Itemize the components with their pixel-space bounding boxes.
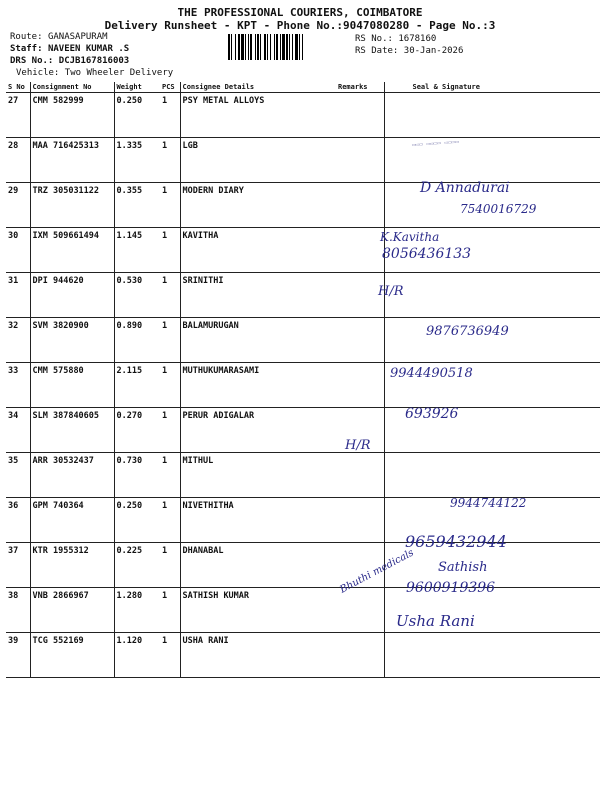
cell-consignee: MITHUL bbox=[180, 453, 336, 498]
cell-consignee: PERUR ADIGALAR bbox=[180, 408, 336, 453]
cell-consignment: DPI 944620 bbox=[30, 273, 114, 318]
staff-label: Staff: bbox=[10, 44, 43, 54]
cell-pcs: 1 bbox=[160, 543, 180, 588]
signature-38: Sathish bbox=[438, 560, 488, 575]
signature-38-note: Bhuthi medicals bbox=[338, 547, 416, 596]
cell-pcs: 1 bbox=[160, 318, 180, 363]
cell-consignment: IXM 509661494 bbox=[30, 228, 114, 273]
cell-sno: 33 bbox=[6, 363, 30, 408]
cell-consignment: MAA 716425313 bbox=[30, 138, 114, 183]
cell-consignment: TRZ 305031122 bbox=[30, 183, 114, 228]
signature-37-phone: 9659432944 bbox=[405, 532, 507, 551]
cell-weight: 0.355 bbox=[114, 183, 160, 228]
col-pcs: PCS bbox=[160, 82, 180, 93]
cell-consignee: SRINITHI bbox=[180, 273, 336, 318]
col-consignment: Consignment No bbox=[30, 82, 114, 93]
col-weight: Weight bbox=[114, 82, 160, 93]
cell-consignee: BALAMURUGAN bbox=[180, 318, 336, 363]
cell-consignee: PSY METAL ALLOYS bbox=[180, 93, 336, 138]
runsheet-table bbox=[6, 82, 600, 678]
cell-sno: 37 bbox=[6, 543, 30, 588]
cell-sno: 34 bbox=[6, 408, 30, 453]
cell-remarks bbox=[336, 318, 384, 363]
cell-signature bbox=[384, 453, 600, 498]
cell-remarks bbox=[336, 93, 384, 138]
cell-consignee: MODERN DIARY bbox=[180, 183, 336, 228]
cell-pcs: 1 bbox=[160, 363, 180, 408]
cell-consignment: CMM 575880 bbox=[30, 363, 114, 408]
cell-pcs: 1 bbox=[160, 183, 180, 228]
table-row bbox=[6, 633, 600, 678]
table-row bbox=[6, 588, 600, 633]
cell-sno: 28 bbox=[6, 138, 30, 183]
cell-signature bbox=[384, 633, 600, 678]
cell-pcs: 1 bbox=[160, 138, 180, 183]
rs-no-value: 1678160 bbox=[398, 34, 437, 44]
table-header bbox=[6, 82, 600, 93]
table-row bbox=[6, 93, 600, 138]
table-row bbox=[6, 318, 600, 363]
drs-line bbox=[10, 56, 129, 66]
cell-pcs: 1 bbox=[160, 498, 180, 543]
cell-consignment: SLM 387840605 bbox=[30, 408, 114, 453]
cell-weight: 0.270 bbox=[114, 408, 160, 453]
cell-consignment: KTR 1955312 bbox=[30, 543, 114, 588]
cell-weight: 1.280 bbox=[114, 588, 160, 633]
cell-weight: 1.335 bbox=[114, 138, 160, 183]
signature-34-phone: 693926 bbox=[405, 406, 459, 422]
barcode bbox=[228, 34, 348, 60]
cell-consignee: KAVITHA bbox=[180, 228, 336, 273]
staff-line bbox=[10, 44, 129, 54]
cell-consignment: SVM 3820900 bbox=[30, 318, 114, 363]
cell-weight: 1.120 bbox=[114, 633, 160, 678]
company-title: THE PROFESSIONAL COURIERS, COIMBATORE bbox=[177, 6, 423, 19]
cell-consignment: GPM 740364 bbox=[30, 498, 114, 543]
cell-weight: 0.250 bbox=[114, 93, 160, 138]
cell-remarks bbox=[336, 498, 384, 543]
signature-33-phone: 9944490518 bbox=[390, 366, 473, 381]
table-row bbox=[6, 408, 600, 453]
rs-no-line bbox=[355, 34, 436, 44]
cell-consignee: MUTHUKUMARASAMI bbox=[180, 363, 336, 408]
cell-weight: 2.115 bbox=[114, 363, 160, 408]
cell-pcs: 1 bbox=[160, 633, 180, 678]
signature-29: D Annadurai bbox=[420, 180, 510, 196]
cell-weight: 1.145 bbox=[114, 228, 160, 273]
col-remarks: Remarks bbox=[336, 82, 384, 93]
col-consignee: Consignee Details bbox=[180, 82, 336, 93]
signature-32-phone: 9876736949 bbox=[426, 324, 509, 339]
cell-sno: 38 bbox=[6, 588, 30, 633]
table-row bbox=[6, 453, 600, 498]
cell-sno: 39 bbox=[6, 633, 30, 678]
table-row bbox=[6, 543, 600, 588]
cell-sno: 29 bbox=[6, 183, 30, 228]
cell-weight: 0.730 bbox=[114, 453, 160, 498]
cell-pcs: 1 bbox=[160, 273, 180, 318]
cell-consignment: CMM 582999 bbox=[30, 93, 114, 138]
rs-no-label: RS No.: bbox=[355, 34, 393, 44]
signature-39: Usha Rani bbox=[396, 612, 475, 630]
cell-remarks bbox=[336, 228, 384, 273]
cell-sno: 35 bbox=[6, 453, 30, 498]
drs-value: DCJB167816003 bbox=[58, 56, 130, 66]
signature-31: H/R bbox=[378, 284, 404, 299]
cell-pcs: 1 bbox=[160, 588, 180, 633]
cell-consignment: TCG 552169 bbox=[30, 633, 114, 678]
signature-30: K.Kavitha bbox=[380, 230, 440, 244]
cell-pcs: 1 bbox=[160, 453, 180, 498]
signature-35: H/R bbox=[345, 438, 371, 453]
cell-pcs: 1 bbox=[160, 408, 180, 453]
cell-sno: 31 bbox=[6, 273, 30, 318]
cell-consignee: NIVETHITHA bbox=[180, 498, 336, 543]
cell-weight: 0.250 bbox=[114, 498, 160, 543]
vehicle-label: Vehicle: bbox=[16, 68, 60, 78]
vehicle-value: Two Wheeler Delivery bbox=[64, 68, 174, 78]
col-sno: S No bbox=[6, 82, 30, 93]
cell-consignee: LGB bbox=[180, 138, 336, 183]
stamp-lgb: ▭▭▭ ▭▭▭▭ ▭▭▭▭ bbox=[411, 138, 460, 149]
cell-signature bbox=[384, 273, 600, 318]
cell-remarks bbox=[336, 183, 384, 228]
table-row bbox=[6, 228, 600, 273]
signature-36-phone: 9944744122 bbox=[450, 496, 527, 510]
cell-consignment: ARR 30532437 bbox=[30, 453, 114, 498]
cell-remarks bbox=[336, 363, 384, 408]
rs-date-label: RS Date: bbox=[355, 46, 399, 56]
cell-consignment: VNB 2866967 bbox=[30, 588, 114, 633]
cell-consignee: SATHISH KUMAR bbox=[180, 588, 336, 633]
cell-sno: 32 bbox=[6, 318, 30, 363]
cell-remarks bbox=[336, 453, 384, 498]
table-row bbox=[6, 273, 600, 318]
cell-sno: 27 bbox=[6, 93, 30, 138]
route-label: Route: bbox=[10, 32, 43, 42]
cell-pcs: 1 bbox=[160, 93, 180, 138]
cell-sno: 30 bbox=[6, 228, 30, 273]
cell-remarks bbox=[336, 138, 384, 183]
cell-weight: 0.890 bbox=[114, 318, 160, 363]
signature-30-phone: 8056436133 bbox=[382, 246, 472, 262]
signature-29-phone: 7540016729 bbox=[460, 202, 537, 216]
cell-remarks bbox=[336, 633, 384, 678]
drs-label: DRS No.: bbox=[10, 56, 54, 66]
cell-consignee: USHA RANI bbox=[180, 633, 336, 678]
signature-38-phone: 9600919396 bbox=[406, 580, 496, 596]
cell-remarks bbox=[336, 273, 384, 318]
table-row bbox=[6, 138, 600, 183]
vehicle-line bbox=[16, 68, 173, 78]
col-signature: Seal & Signature bbox=[384, 82, 600, 93]
cell-signature bbox=[384, 93, 600, 138]
route-value: GANASAPURAM bbox=[47, 32, 108, 42]
table-row bbox=[6, 363, 600, 408]
route-line bbox=[10, 32, 108, 42]
rs-date-value: 30-Jan-2026 bbox=[403, 46, 464, 56]
cell-pcs: 1 bbox=[160, 228, 180, 273]
runsheet-subtitle: Delivery Runsheet - KPT - Phone No.:9047080280 - Page No.:3 bbox=[104, 19, 496, 32]
rs-date-line bbox=[355, 46, 463, 56]
cell-weight: 0.530 bbox=[114, 273, 160, 318]
cell-weight: 0.225 bbox=[114, 543, 160, 588]
cell-consignee: DHANABAL bbox=[180, 543, 336, 588]
staff-value: NAVEEN KUMAR .S bbox=[47, 44, 130, 54]
cell-sno: 36 bbox=[6, 498, 30, 543]
